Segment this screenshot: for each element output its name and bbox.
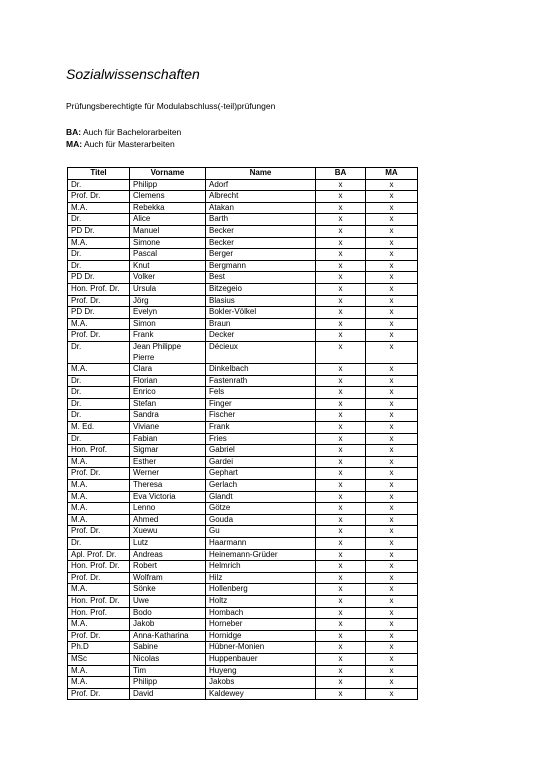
cell-titel: Prof. Dr. [68, 295, 130, 307]
table-row [68, 630, 418, 642]
table-row [68, 225, 418, 237]
table-row [68, 202, 418, 214]
cell-vorname: Uwe [130, 595, 206, 607]
cell-vorname: Jean Philippe Pierre [130, 341, 206, 363]
cell-vorname: Lenno [130, 503, 206, 515]
table-row [68, 283, 418, 295]
cell-ba: x [316, 433, 366, 445]
cell-ma: x [366, 468, 418, 480]
cell-ma: x [366, 214, 418, 226]
cell-vorname: Nicolas [130, 653, 206, 665]
cell-ba: x [316, 191, 366, 203]
cell-titel: Dr. [68, 179, 130, 191]
cell-vorname: Ursula [130, 283, 206, 295]
cell-name: Barth [206, 214, 316, 226]
cell-name: Dinkelbach [206, 364, 316, 376]
cell-titel: M.A. [68, 491, 130, 503]
table-header-row [68, 168, 418, 180]
cell-titel: Dr. [68, 375, 130, 387]
cell-vorname: Knut [130, 260, 206, 272]
table-row [68, 387, 418, 399]
cell-titel: Prof. Dr. [68, 191, 130, 203]
cell-name: Bokler-Völkel [206, 307, 316, 319]
table-row [68, 526, 418, 538]
cell-vorname: Clara [130, 364, 206, 376]
cell-name: Bitzegeio [206, 283, 316, 295]
cell-ma: x [366, 653, 418, 665]
cell-titel: M.A. [68, 237, 130, 249]
cell-titel: M. Ed. [68, 422, 130, 434]
table-row [68, 480, 418, 492]
cell-vorname: David [130, 688, 206, 700]
header-titel: Titel [68, 168, 130, 180]
cell-ba: x [316, 214, 366, 226]
cell-ma: x [366, 179, 418, 191]
cell-vorname: Theresa [130, 480, 206, 492]
cell-ba: x [316, 318, 366, 330]
cell-ba: x [316, 642, 366, 654]
cell-name: Haarmann [206, 538, 316, 550]
cell-name: Fischer [206, 410, 316, 422]
cell-ba: x [316, 260, 366, 272]
cell-name: Best [206, 272, 316, 284]
cell-ma: x [366, 202, 418, 214]
cell-name: Gu [206, 526, 316, 538]
cell-name: Götze [206, 503, 316, 515]
cell-ba: x [316, 619, 366, 631]
cell-name: Gouda [206, 514, 316, 526]
cell-vorname: Stefan [130, 398, 206, 410]
cell-name: Helmrich [206, 561, 316, 573]
cell-vorname: Anna-Katharina [130, 630, 206, 642]
cell-vorname: Clemens [130, 191, 206, 203]
cell-name: Frank [206, 422, 316, 434]
page-subtitle: Prüfungsberechtigte für Modulabschluss(-teil)prüfungen [66, 101, 276, 111]
cell-titel: Prof. Dr. [68, 526, 130, 538]
cell-titel: M.A. [68, 318, 130, 330]
table-row [68, 677, 418, 689]
cell-name: Finger [206, 398, 316, 410]
cell-ba: x [316, 595, 366, 607]
cell-ba: x [316, 630, 366, 642]
cell-name: Jakobs [206, 677, 316, 689]
cell-name: Fels [206, 387, 316, 399]
cell-vorname: Viviane [130, 422, 206, 434]
cell-ma: x [366, 619, 418, 631]
cell-ma: x [366, 607, 418, 619]
cell-vorname: Rebekka [130, 202, 206, 214]
cell-vorname: Simone [130, 237, 206, 249]
cell-ba: x [316, 514, 366, 526]
cell-titel: Dr. [68, 260, 130, 272]
table-row [68, 410, 418, 422]
cell-vorname: Sandra [130, 410, 206, 422]
header-ba: BA [316, 168, 366, 180]
cell-titel: Hon. Prof. [68, 607, 130, 619]
legend-ba-key: BA: [66, 127, 82, 137]
table-row [68, 584, 418, 596]
cell-vorname: Bodo [130, 607, 206, 619]
cell-titel: Dr. [68, 341, 130, 363]
table-row [68, 503, 418, 515]
cell-name: Braun [206, 318, 316, 330]
table-row [68, 433, 418, 445]
cell-vorname: Sönke [130, 584, 206, 596]
cell-vorname: Wolfram [130, 572, 206, 584]
cell-ba: x [316, 607, 366, 619]
table-row [68, 341, 418, 363]
table-row [68, 538, 418, 550]
cell-ma: x [366, 272, 418, 284]
cell-ba: x [316, 572, 366, 584]
cell-titel: M.A. [68, 364, 130, 376]
cell-titel: Hon. Prof. Dr. [68, 561, 130, 573]
cell-vorname: Sabine [130, 642, 206, 654]
cell-titel: Prof. Dr. [68, 330, 130, 342]
cell-titel: M.A. [68, 665, 130, 677]
cell-name: Gephart [206, 468, 316, 480]
table-row [68, 653, 418, 665]
examiners-table [67, 167, 418, 700]
cell-name: Becker [206, 237, 316, 249]
cell-ba: x [316, 410, 366, 422]
legend-ba [66, 126, 181, 138]
cell-titel: PD Dr. [68, 225, 130, 237]
cell-ba: x [316, 375, 366, 387]
table-row [68, 595, 418, 607]
cell-vorname: Frank [130, 330, 206, 342]
table-row [68, 179, 418, 191]
cell-titel: Hon. Prof. Dr. [68, 595, 130, 607]
cell-ba: x [316, 179, 366, 191]
cell-vorname: Tim [130, 665, 206, 677]
cell-ba: x [316, 549, 366, 561]
table-row [68, 272, 418, 284]
table-row [68, 214, 418, 226]
cell-ma: x [366, 341, 418, 363]
cell-ba: x [316, 341, 366, 363]
table-row [68, 249, 418, 261]
cell-ba: x [316, 665, 366, 677]
table-row [68, 445, 418, 457]
table-row [68, 665, 418, 677]
cell-ma: x [366, 237, 418, 249]
table-row [68, 514, 418, 526]
legend-ma-text: Auch für Masterarbeiten [82, 139, 175, 149]
cell-name: Adorf [206, 179, 316, 191]
cell-name: Hilz [206, 572, 316, 584]
table-row [68, 260, 418, 272]
cell-ba: x [316, 526, 366, 538]
cell-ba: x [316, 422, 366, 434]
cell-ma: x [366, 364, 418, 376]
cell-vorname: Xuewu [130, 526, 206, 538]
cell-ba: x [316, 456, 366, 468]
table-row [68, 364, 418, 376]
cell-ba: x [316, 688, 366, 700]
cell-ma: x [366, 387, 418, 399]
table-row [68, 318, 418, 330]
cell-ma: x [366, 191, 418, 203]
cell-vorname: Manuel [130, 225, 206, 237]
table-row [68, 642, 418, 654]
cell-ma: x [366, 630, 418, 642]
cell-titel: Ph.D [68, 642, 130, 654]
cell-titel: Prof. Dr. [68, 630, 130, 642]
table-row [68, 191, 418, 203]
cell-ma: x [366, 584, 418, 596]
cell-vorname: Fabian [130, 433, 206, 445]
cell-name: Hornidge [206, 630, 316, 642]
cell-titel: Apl. Prof. Dr. [68, 549, 130, 561]
cell-name: Heinemann-Grüder [206, 549, 316, 561]
cell-ma: x [366, 561, 418, 573]
cell-titel: Dr. [68, 387, 130, 399]
cell-ba: x [316, 491, 366, 503]
cell-titel: PD Dr. [68, 272, 130, 284]
cell-ba: x [316, 307, 366, 319]
legend [66, 126, 181, 150]
cell-name: Fastenrath [206, 375, 316, 387]
table-row [68, 237, 418, 249]
cell-ba: x [316, 584, 366, 596]
cell-name: Gerlach [206, 480, 316, 492]
table-row [68, 422, 418, 434]
cell-vorname: Esther [130, 456, 206, 468]
cell-vorname: Jörg [130, 295, 206, 307]
legend-ma-key: MA: [66, 139, 83, 149]
legend-ba-text: Auch für Bachelorarbeiten [81, 127, 182, 137]
cell-ma: x [366, 503, 418, 515]
table-row [68, 398, 418, 410]
cell-name: Gabriel [206, 445, 316, 457]
cell-vorname: Evelyn [130, 307, 206, 319]
cell-ba: x [316, 225, 366, 237]
cell-titel: M.A. [68, 619, 130, 631]
cell-titel: Dr. [68, 433, 130, 445]
cell-name: Kaldewey [206, 688, 316, 700]
cell-name: Holtz [206, 595, 316, 607]
cell-titel: M.A. [68, 584, 130, 596]
cell-ba: x [316, 468, 366, 480]
cell-ba: x [316, 398, 366, 410]
cell-name: Albrecht [206, 191, 316, 203]
cell-ma: x [366, 526, 418, 538]
cell-titel: Dr. [68, 538, 130, 550]
cell-ma: x [366, 445, 418, 457]
cell-ba: x [316, 677, 366, 689]
table-row [68, 375, 418, 387]
table-row [68, 549, 418, 561]
cell-ba: x [316, 249, 366, 261]
cell-ma: x [366, 422, 418, 434]
cell-name: Décieux [206, 341, 316, 363]
cell-ma: x [366, 410, 418, 422]
cell-titel: Dr. [68, 398, 130, 410]
cell-ma: x [366, 456, 418, 468]
cell-titel: Prof. Dr. [68, 572, 130, 584]
cell-ma: x [366, 225, 418, 237]
cell-ma: x [366, 572, 418, 584]
cell-vorname: Jakob [130, 619, 206, 631]
cell-ma: x [366, 491, 418, 503]
table-row [68, 330, 418, 342]
cell-name: Horneber [206, 619, 316, 631]
cell-ma: x [366, 283, 418, 295]
cell-vorname: Alice [130, 214, 206, 226]
table-row [68, 619, 418, 631]
cell-name: Gardei [206, 456, 316, 468]
cell-titel: M.A. [68, 456, 130, 468]
cell-titel: M.A. [68, 202, 130, 214]
cell-ba: x [316, 538, 366, 550]
cell-titel: Hon. Prof. Dr. [68, 283, 130, 295]
cell-vorname: Pascal [130, 249, 206, 261]
cell-ma: x [366, 549, 418, 561]
cell-titel: M.A. [68, 514, 130, 526]
cell-vorname: Enrico [130, 387, 206, 399]
cell-vorname: Florian [130, 375, 206, 387]
cell-titel: Dr. [68, 249, 130, 261]
legend-ma [66, 138, 181, 150]
cell-ba: x [316, 202, 366, 214]
cell-ma: x [366, 538, 418, 550]
cell-name: Atakan [206, 202, 316, 214]
cell-ma: x [366, 398, 418, 410]
cell-titel: Prof. Dr. [68, 688, 130, 700]
cell-ba: x [316, 503, 366, 515]
cell-ma: x [366, 595, 418, 607]
table-row [68, 572, 418, 584]
cell-vorname: Simon [130, 318, 206, 330]
cell-ma: x [366, 642, 418, 654]
cell-name: Glandt [206, 491, 316, 503]
cell-ba: x [316, 283, 366, 295]
cell-name: Hübner-Monien [206, 642, 316, 654]
cell-vorname: Werner [130, 468, 206, 480]
cell-ma: x [366, 295, 418, 307]
table-row [68, 607, 418, 619]
cell-ma: x [366, 307, 418, 319]
cell-ba: x [316, 237, 366, 249]
cell-vorname: Lutz [130, 538, 206, 550]
table-row [68, 468, 418, 480]
table-row [68, 688, 418, 700]
cell-vorname: Philipp [130, 179, 206, 191]
table-row [68, 295, 418, 307]
cell-vorname: Sigmar [130, 445, 206, 457]
table-body [68, 179, 418, 700]
cell-ma: x [366, 480, 418, 492]
cell-name: Becker [206, 225, 316, 237]
cell-name: Huppenbauer [206, 653, 316, 665]
cell-ma: x [366, 260, 418, 272]
header-name: Name [206, 168, 316, 180]
cell-name: Bergmann [206, 260, 316, 272]
cell-titel: Hon. Prof. [68, 445, 130, 457]
cell-name: Hollenberg [206, 584, 316, 596]
cell-titel: Dr. [68, 214, 130, 226]
cell-vorname: Volker [130, 272, 206, 284]
cell-ba: x [316, 445, 366, 457]
cell-titel: M.A. [68, 503, 130, 515]
cell-ma: x [366, 665, 418, 677]
header-vorname: Vorname [130, 168, 206, 180]
cell-name: Blasius [206, 295, 316, 307]
cell-titel: Prof. Dr. [68, 468, 130, 480]
cell-ba: x [316, 364, 366, 376]
cell-vorname: Robert [130, 561, 206, 573]
cell-ma: x [366, 330, 418, 342]
cell-vorname: Andreas [130, 549, 206, 561]
cell-name: Berger [206, 249, 316, 261]
table-row [68, 561, 418, 573]
cell-ba: x [316, 330, 366, 342]
cell-titel: M.A. [68, 480, 130, 492]
cell-ma: x [366, 375, 418, 387]
table-row [68, 307, 418, 319]
cell-name: Decker [206, 330, 316, 342]
cell-ba: x [316, 272, 366, 284]
cell-vorname: Ahmed [130, 514, 206, 526]
cell-name: Hombach [206, 607, 316, 619]
cell-ma: x [366, 318, 418, 330]
cell-vorname: Philipp [130, 677, 206, 689]
cell-ma: x [366, 677, 418, 689]
cell-ma: x [366, 433, 418, 445]
cell-ba: x [316, 653, 366, 665]
cell-ba: x [316, 295, 366, 307]
cell-ma: x [366, 249, 418, 261]
cell-name: Fries [206, 433, 316, 445]
cell-titel: PD Dr. [68, 307, 130, 319]
cell-titel: MSc [68, 653, 130, 665]
cell-ba: x [316, 480, 366, 492]
cell-ba: x [316, 387, 366, 399]
cell-ba: x [316, 561, 366, 573]
cell-ma: x [366, 688, 418, 700]
table-row [68, 491, 418, 503]
cell-titel: Dr. [68, 410, 130, 422]
cell-ma: x [366, 514, 418, 526]
header-ma: MA [366, 168, 418, 180]
page-title: Sozialwissenschaften [66, 66, 200, 82]
cell-titel: M.A. [68, 677, 130, 689]
table-row [68, 456, 418, 468]
cell-vorname: Eva Victoria [130, 491, 206, 503]
cell-name: Huyeng [206, 665, 316, 677]
